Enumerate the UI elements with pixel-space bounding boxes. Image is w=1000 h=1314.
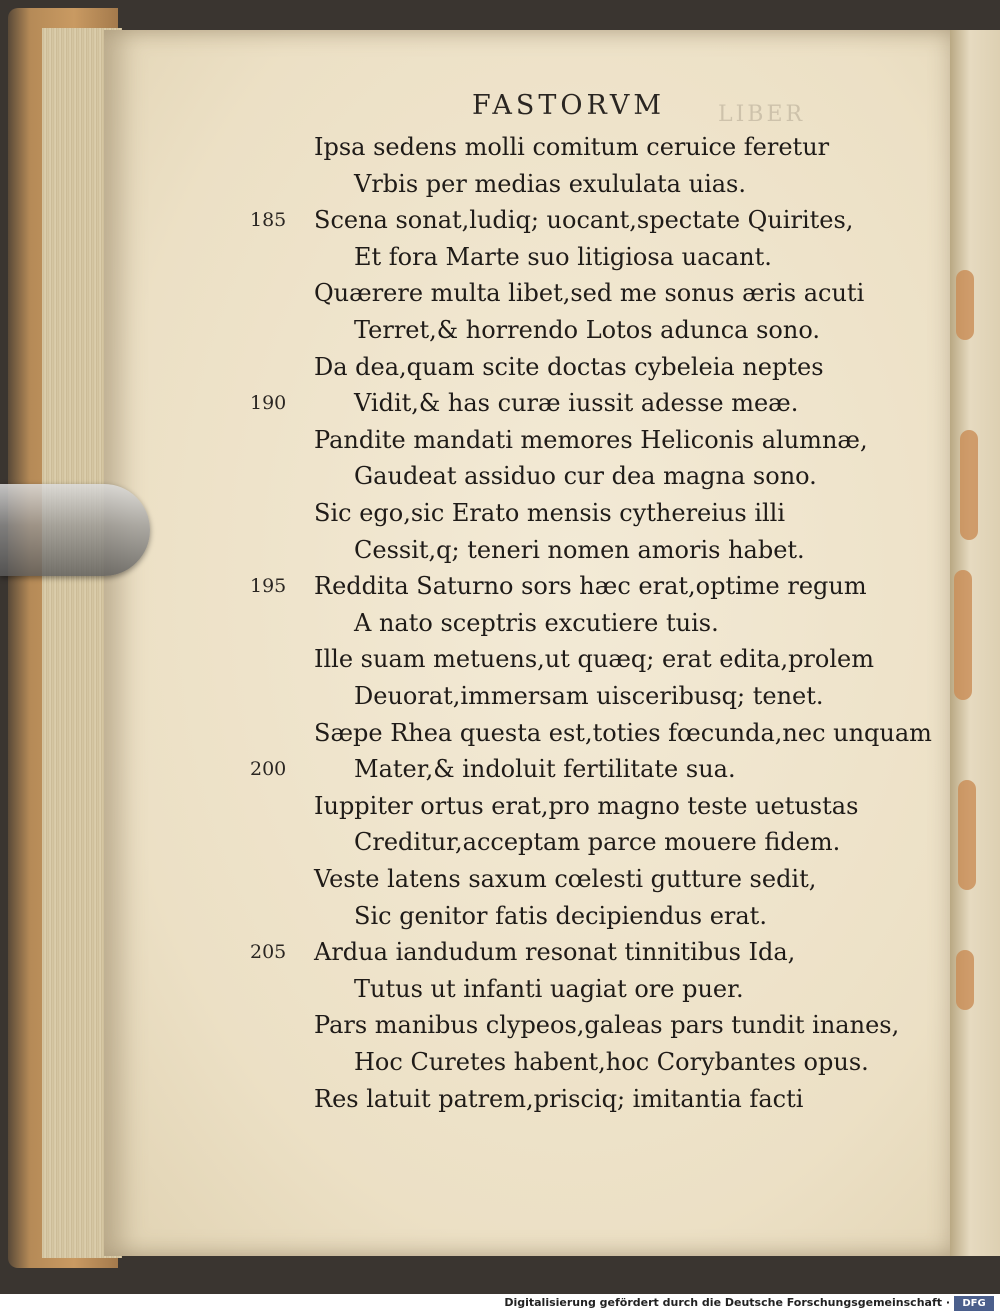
verse-line: Ille suam metuens,ut quæq; erat edita,prolem (314, 645, 874, 673)
line-number: 205 (250, 941, 287, 963)
verse-line: Terret,& horrendo Lotos adunca sono. (354, 316, 820, 344)
verse-line: Ardua iandudum resonat tinnitibus Ida, (314, 938, 796, 966)
verse-line: Sæpe Rhea questa est,toties fœcunda,nec unquam (314, 719, 932, 747)
verse-line: Deuorat,immersam uisceribusq; tenet. (354, 682, 824, 710)
verse-line: Et fora Marte suo litigiosa uacant. (354, 243, 772, 271)
line-number: 195 (250, 575, 287, 597)
verse-line: Tutus ut infanti uagiat ore puer. (354, 975, 744, 1003)
verse-line: Quærere multa libet,sed me sonus æris acuti (314, 279, 865, 307)
verse-line: Veste latens saxum cœlesti gutture sedit, (314, 865, 817, 893)
line-number: 200 (250, 758, 287, 780)
footer-credit: Digitalisierung gefördert durch die Deutsche Forschungsgemeinschaft · (504, 1296, 950, 1309)
dfg-logo: DFG (954, 1296, 994, 1311)
verse-line: A nato sceptris excutiere tuis. (354, 609, 719, 637)
verse-line: Pandite mandati memores Heliconis alumnæ, (314, 426, 868, 454)
digitization-footer (0, 1294, 1000, 1314)
verse-line: Scena sonat,ludiq; uocant,spectate Quirites, (314, 206, 854, 234)
facing-page-head: LIBER (718, 102, 806, 127)
verse-line: Mater,& indoluit fertilitate sua. (354, 755, 736, 783)
verse-line: Ipsa sedens molli comitum ceruice feretur (314, 133, 830, 161)
verse-line: Da dea,quam scite doctas cybeleia neptes (314, 353, 824, 381)
scanner-clamp (0, 484, 150, 576)
verse-line: Pars manibus clypeos,galeas pars tundit inanes, (314, 1011, 900, 1039)
line-number: 185 (250, 209, 287, 231)
running-head: FASTORVM (472, 90, 666, 121)
line-number: 190 (250, 392, 287, 414)
verse-line: Hoc Curetes habent,hoc Corybantes opus. (354, 1048, 869, 1076)
verse-line: Gaudeat assiduo cur dea magna sono. (354, 462, 817, 490)
verse-line: Creditur,acceptam parce mouere fidem. (354, 828, 841, 856)
verse-line: Vidit,& has curæ iussit adesse meæ. (354, 389, 799, 417)
verse-line: Reddita Saturno sors hæc erat,optime regum (314, 572, 867, 600)
verse-line: Vrbis per medias exululata uias. (354, 170, 746, 198)
verse-line: Iuppiter ortus erat,pro magno teste uetustas (314, 792, 859, 820)
verse-line: Cessit,q; teneri nomen amoris habet. (354, 536, 805, 564)
verse-line: Res latuit patrem,prisciq; imitantia facti (314, 1085, 804, 1113)
verse-line: Sic genitor fatis decipiendus erat. (354, 902, 767, 930)
verse-line: Sic ego,sic Erato mensis cythereius illi (314, 499, 786, 527)
